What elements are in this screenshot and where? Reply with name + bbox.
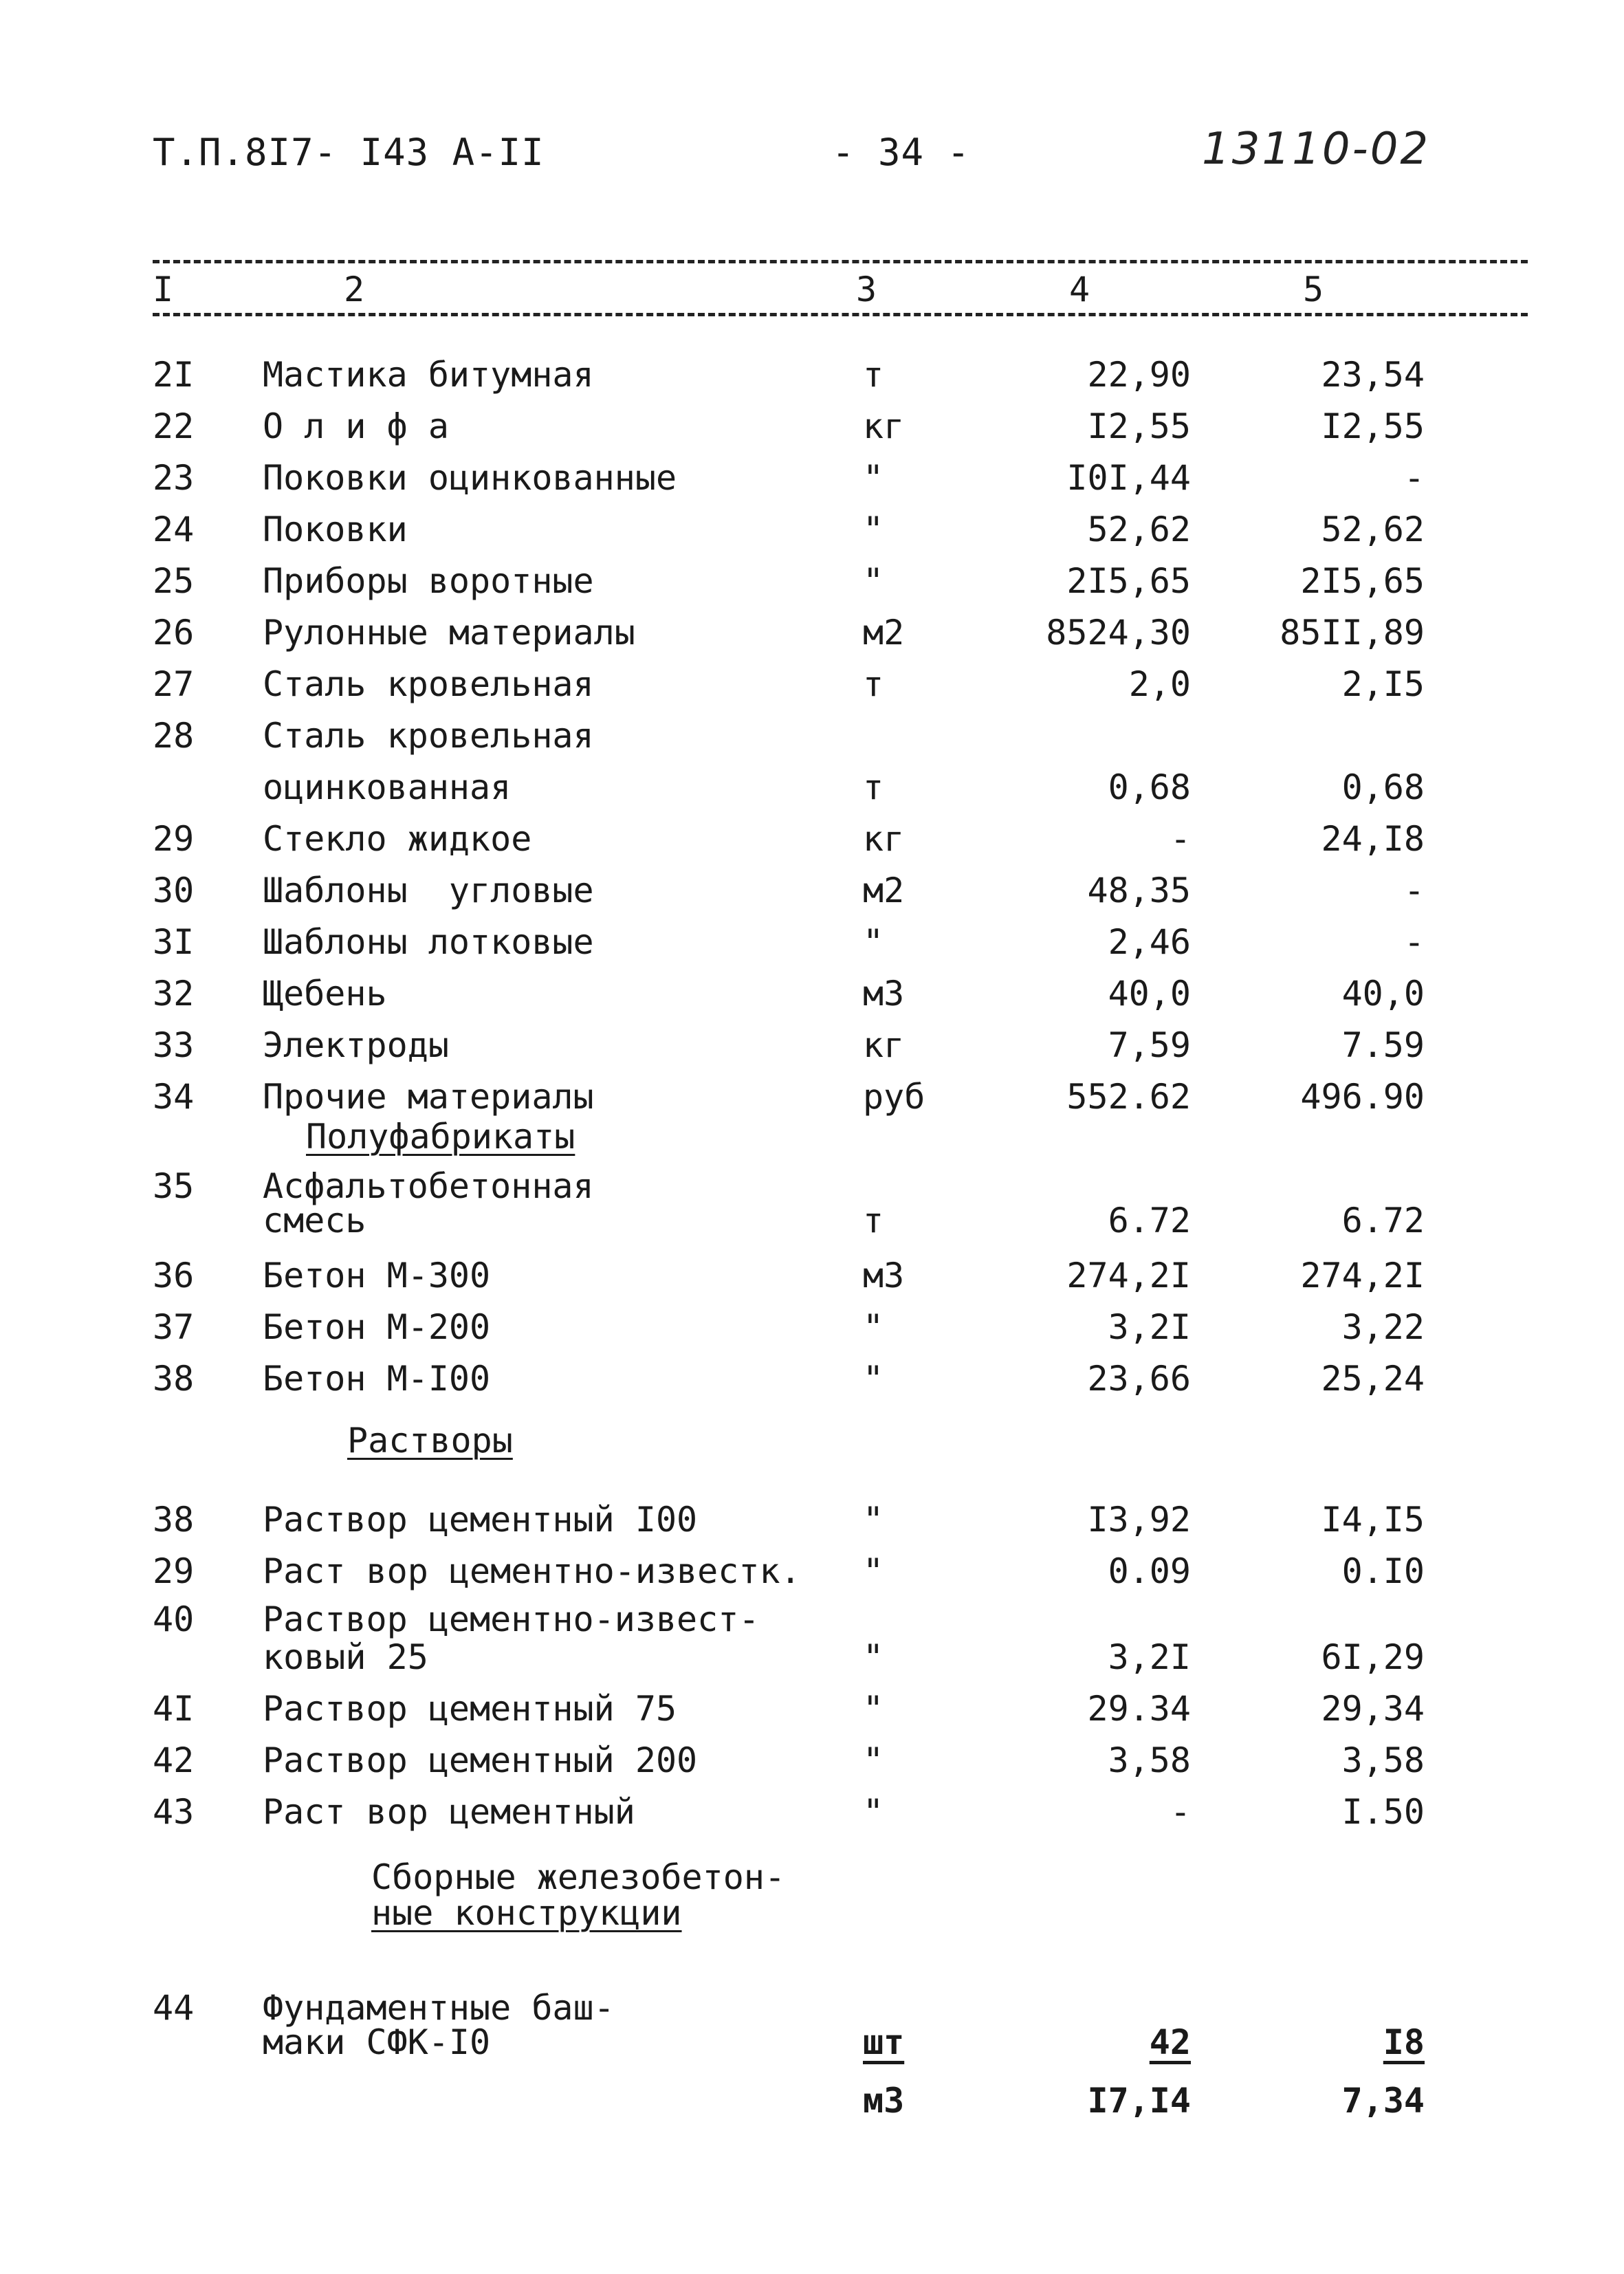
table-cell-material-name: Приборы воротные — [263, 561, 594, 601]
table-cell-unit: " — [863, 922, 884, 962]
table-cell-value-col5: 274,2I — [1300, 1256, 1425, 1295]
section-heading-precast-line2: ные конструкции — [371, 1893, 682, 1933]
table-cell-value-col4: I0I,44 — [1066, 458, 1191, 498]
table-cell-unit: " — [863, 1551, 884, 1591]
table-cell-value-col4: 2,0 — [1128, 664, 1191, 704]
table-cell-value-col4: 3,2I — [1108, 1307, 1191, 1347]
table-cell-value-col5: 25,24 — [1321, 1359, 1425, 1399]
table-cell-value-col4: 3,58 — [1108, 1740, 1191, 1780]
table-cell-material-name: Поковки оцинкованные — [263, 458, 677, 498]
table-cell-material-name: Бетон М-I00 — [263, 1359, 491, 1399]
table-cell-row-number: 32 — [153, 974, 195, 1014]
section-heading-semi-finished: Полуфабрикаты — [306, 1117, 575, 1157]
table-cell-value-col4: 3,2I — [1108, 1637, 1191, 1677]
table-cell-value-col4: I7,I4 — [1087, 2081, 1191, 2121]
table-cell-material-name: О л и ф а — [263, 406, 449, 446]
table-cell-value-col4: 552.62 — [1066, 1077, 1191, 1117]
table-cell-material-name: Шаблоны лотковые — [263, 922, 594, 962]
table-cell-unit: " — [863, 1792, 884, 1832]
table-cell-value-col5: - — [1403, 458, 1425, 498]
table-cell-value-col5: 2I5,65 — [1300, 561, 1425, 601]
table-cell-unit: м2 — [863, 613, 905, 653]
table-cell-row-number: 38 — [153, 1359, 195, 1399]
table-cell-value-col4: 6.72 — [1108, 1201, 1191, 1240]
table-cell-material-name: Раствор цементный 200 — [263, 1740, 698, 1780]
column-header-2: 2 — [344, 270, 365, 309]
table-cell-value-col5: 3,22 — [1341, 1307, 1425, 1347]
table-cell-row-number: 33 — [153, 1025, 195, 1065]
table-cell-unit: " — [863, 1740, 884, 1780]
table-cell-row-number: 2I — [153, 355, 195, 395]
table-cell-value-col5: 24,I8 — [1321, 819, 1425, 859]
table-cell-value-col5: I8 — [1383, 2022, 1425, 2062]
table-cell-unit: т — [863, 355, 884, 395]
table-cell-unit: " — [863, 561, 884, 601]
page-number: - 34 - — [832, 131, 971, 174]
column-header-4: 4 — [1069, 270, 1090, 309]
table-cell-material-name: Раствор цементный I00 — [263, 1500, 698, 1540]
table-cell-material-name: Поковки — [263, 510, 408, 549]
table-cell-material-name: оцинкованная — [263, 767, 512, 807]
table-cell-material-name: Сталь кровельная — [263, 716, 594, 756]
table-cell-unit: " — [863, 1637, 884, 1677]
table-cell-value-col4: 52,62 — [1087, 510, 1191, 549]
table-cell-value-col4: 48,35 — [1087, 871, 1191, 910]
table-cell-value-col4: - — [1170, 819, 1191, 859]
table-cell-value-col4: 23,66 — [1087, 1359, 1191, 1399]
table-cell-unit: м3 — [863, 974, 905, 1014]
table-cell-row-number: 25 — [153, 561, 195, 601]
table-cell-value-col5: - — [1403, 871, 1425, 910]
table-cell-value-col5: 7,34 — [1341, 2081, 1425, 2121]
section-heading-solutions: Растворы — [347, 1421, 513, 1461]
table-cell-row-number: 40 — [153, 1599, 195, 1639]
table-cell-value-col4: 0,68 — [1108, 767, 1191, 807]
table-cell-row-number: 26 — [153, 613, 195, 653]
table-cell-value-col4: 7,59 — [1108, 1025, 1191, 1065]
table-cell-value-col4: 2,46 — [1108, 922, 1191, 962]
table-cell-value-col4: 22,90 — [1087, 355, 1191, 395]
table-cell-value-col4: - — [1170, 1792, 1191, 1832]
table-cell-value-col5: 6I,29 — [1321, 1637, 1425, 1677]
table-cell-value-col5: 0.I0 — [1341, 1551, 1425, 1591]
table-cell-material-name: Раст вор цементно-известк. — [263, 1551, 801, 1591]
table-cell-unit: руб — [863, 1077, 925, 1117]
table-cell-value-col5: 3,58 — [1341, 1740, 1425, 1780]
table-cell-row-number: 44 — [153, 1988, 195, 2028]
table-cell-material-name: Сталь кровельная — [263, 664, 594, 704]
table-cell-row-number: 24 — [153, 510, 195, 549]
table-cell-unit: м3 — [863, 1256, 905, 1295]
table-cell-value-col5: 85II,89 — [1280, 613, 1425, 653]
table-cell-row-number: 3I — [153, 922, 195, 962]
table-cell-material-name: Фундаментные баш- — [263, 1988, 615, 2028]
table-cell-value-col5: 52,62 — [1321, 510, 1425, 549]
table-cell-row-number: 38 — [153, 1500, 195, 1540]
table-cell-row-number: 29 — [153, 1551, 195, 1591]
table-cell-unit: т — [863, 1201, 884, 1240]
column-header-5: 5 — [1303, 270, 1324, 309]
table-cell-value-col5: 0,68 — [1341, 767, 1425, 807]
table-cell-unit: кг — [863, 1025, 905, 1065]
table-cell-value-col5: 7.59 — [1341, 1025, 1425, 1065]
table-cell-row-number: 27 — [153, 664, 195, 704]
table-cell-unit: " — [863, 1307, 884, 1347]
table-cell-material-name: ковый 25 — [263, 1637, 428, 1677]
table-cell-material-name: Раствор цементно-извест- — [263, 1599, 760, 1639]
table-cell-value-col4: I3,92 — [1087, 1500, 1191, 1540]
column-header-3: 3 — [856, 270, 877, 309]
table-cell-unit: м2 — [863, 871, 905, 910]
table-cell-material-name: Бетон М-200 — [263, 1307, 491, 1347]
table-cell-material-name: Электроды — [263, 1025, 449, 1065]
table-cell-material-name: Щебень — [263, 974, 387, 1014]
table-cell-value-col4: 40,0 — [1108, 974, 1191, 1014]
table-cell-unit: т — [863, 767, 884, 807]
table-cell-unit: " — [863, 458, 884, 498]
table-cell-unit: " — [863, 510, 884, 549]
table-cell-value-col5: 2,I5 — [1341, 664, 1425, 704]
table-cell-row-number: 36 — [153, 1256, 195, 1295]
table-cell-row-number: 30 — [153, 871, 195, 910]
table-cell-value-col5: 6.72 — [1341, 1201, 1425, 1240]
table-cell-row-number: 22 — [153, 406, 195, 446]
table-cell-material-name: Раст вор цементный — [263, 1792, 635, 1832]
table-cell-unit: " — [863, 1500, 884, 1540]
table-cell-row-number: 34 — [153, 1077, 195, 1117]
table-cell-unit: шт — [863, 2022, 905, 2062]
table-cell-material-name: Бетон М-300 — [263, 1256, 491, 1295]
table-cell-material-name: Мастика битумная — [263, 355, 594, 395]
table-cell-material-name: Рулонные материалы — [263, 613, 635, 653]
table-cell-value-col4: 2I5,65 — [1066, 561, 1191, 601]
table-cell-value-col4: 0.09 — [1108, 1551, 1191, 1591]
document-code: Т.П.8I7- I43 А-II — [153, 131, 545, 174]
column-header-1: I — [153, 270, 174, 309]
table-cell-material-name: Раствор цементный 75 — [263, 1689, 677, 1729]
table-cell-material-name: Асфальтобетонная — [263, 1166, 594, 1206]
table-cell-material-name: Шаблоны угловые — [263, 871, 594, 910]
table-cell-material-name: Стекло жидкое — [263, 819, 532, 859]
table-cell-row-number: 4I — [153, 1689, 195, 1729]
table-cell-value-col4: I2,55 — [1087, 406, 1191, 446]
table-cell-unit: " — [863, 1359, 884, 1399]
table-cell-value-col4: 8524,30 — [1046, 613, 1191, 653]
table-cell-unit: " — [863, 1689, 884, 1729]
table-cell-unit: кг — [863, 406, 905, 446]
table-cell-value-col5: I4,I5 — [1321, 1500, 1425, 1540]
archive-number: 13110-02 — [1202, 124, 1431, 175]
table-cell-value-col5: - — [1403, 922, 1425, 962]
table-cell-row-number: 28 — [153, 716, 195, 756]
table-cell-unit: т — [863, 664, 884, 704]
table-cell-value-col5: I2,55 — [1321, 406, 1425, 446]
table-cell-value-col4: 274,2I — [1066, 1256, 1191, 1295]
table-cell-row-number: 35 — [153, 1166, 195, 1206]
table-cell-value-col5: 29,34 — [1321, 1689, 1425, 1729]
table-cell-material-name: маки СФК-I0 — [263, 2022, 491, 2062]
table-cell-unit: кг — [863, 819, 905, 859]
section-heading-precast-line1: Сборные железобетон- — [371, 1857, 786, 1897]
table-cell-value-col4: 29.34 — [1087, 1689, 1191, 1729]
table-cell-row-number: 42 — [153, 1740, 195, 1780]
table-cell-value-col4: 42 — [1149, 2022, 1191, 2062]
table-cell-material-name: Прочие материалы — [263, 1077, 594, 1117]
table-cell-row-number: 37 — [153, 1307, 195, 1347]
table-cell-value-col5: 496.90 — [1300, 1077, 1425, 1117]
table-cell-row-number: 43 — [153, 1792, 195, 1832]
table-cell-value-col5: 40,0 — [1341, 974, 1425, 1014]
table-cell-material-name: смесь — [263, 1201, 366, 1240]
table-cell-unit: м3 — [863, 2081, 905, 2121]
table-cell-row-number: 23 — [153, 458, 195, 498]
table-cell-value-col5: I.50 — [1341, 1792, 1425, 1832]
table-cell-value-col5: 23,54 — [1321, 355, 1425, 395]
table-cell-row-number: 29 — [153, 819, 195, 859]
